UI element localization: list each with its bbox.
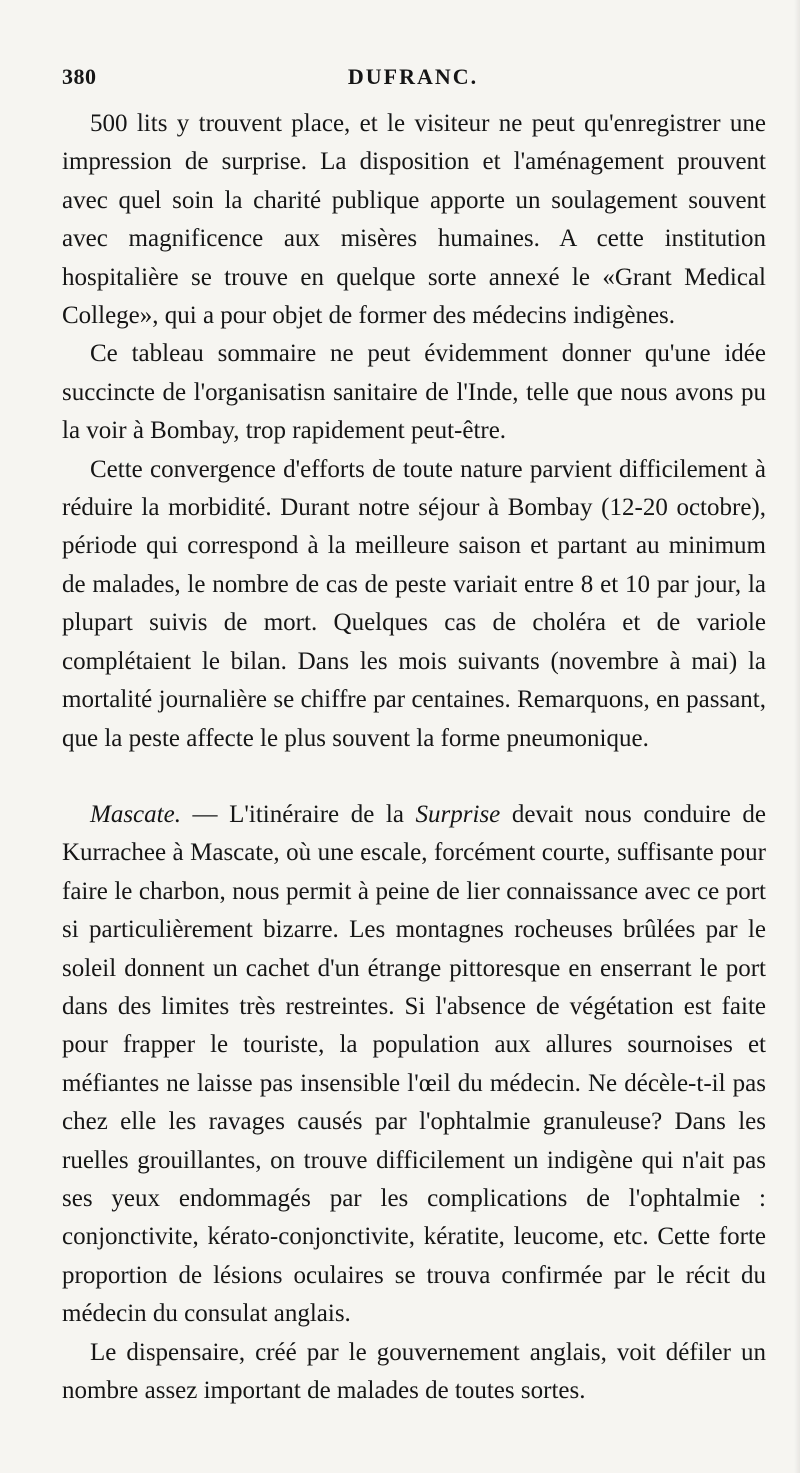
page-header — [62, 64, 738, 100]
page-number: 380 — [62, 64, 97, 89]
paragraph-morbidity: Cette convergence d'efforts de toute nature parvient difficilement à réduire la morbidité. Durant notre séjour à Bombay (12-20 octobre), période qui correspond à la meilleure saison et partant au minimum de malades, le nombre de cas de peste variait entre 8 et 10 par jour, la plupart suivis de mort. Quelques cas de choléra et de variole complétaient le bilan. Dans les mois suivants (novembre à mai) la mortalité journalière se chiffre par centaines. Remarquons, en passant, que la peste affecte le plus souvent la forme pneumonique. — [62, 455, 766, 752]
section-dash-text: — L'itinéraire de la — [180, 800, 416, 828]
ship-name: Surprise — [415, 800, 501, 828]
paragraph-dispensary: Le dispensaire, créé par le gouvernement anglais, voit défiler un nombre assez important de malades de toutes sortes. — [62, 1338, 766, 1404]
paragraph-mascate — [62, 796, 766, 1334]
scan-edge-shadow — [794, 0, 800, 1473]
section-text: devait nous conduire de Kurrachee à Mascate, où une escale, forcément courte, suffisante pour faire le charbon, nous permit à peine de lier connaissance avec ce port si particulièrement bizarre. Les montagnes rocheuses brûlées par le soleil donnent un cachet d'un étrange pittoresque en enserrant le port dans des limites très restreintes. Si l'absence de végétation est faite pour frapper le touriste, la population aux allures sournoises et méfiantes ne laisse pas insensible l'œil du médecin. Ne décèle-t-il pas chez elle les ravages causés par l'ophtalmie granuleuse? Dans les ruelles grouillantes, on trouve difficilement un indigène qui n'ait pas ses yeux endommagés par les complications de l'ophtalmie : conjonctivite, kérato-conjonctivite, kératite, leucome, etc. Cette forte proportion de lésions oculaires se trouva confirmée par le récit du médecin du consulat anglais. — [62, 800, 767, 1328]
section-title-mascate: Mascate. — [90, 800, 181, 828]
body-text — [62, 105, 766, 1410]
running-head: DUFRANC. — [347, 64, 479, 89]
paragraph-summary: Ce tableau sommaire ne peut évidemment donner qu'une idée succincte de l'organisatisn sanitaire de l'Inde, telle que nous avons pu la voir à Bombay, trop rapidement peut-être. — [62, 340, 766, 445]
paragraph-hospital: 500 lits y trouvent place, et le visiteur ne peut qu'enregistrer une impression de surprise. La disposition et l'aménagement prouvent avec quel soin la charité publique apporte un soulagement souvent avec magnificence aux misères humaines. A cette institution hospitalière se trouve en quelque sorte annexé le «Grant Medical College», qui a pour objet de former des médecins indigènes. — [62, 110, 766, 330]
